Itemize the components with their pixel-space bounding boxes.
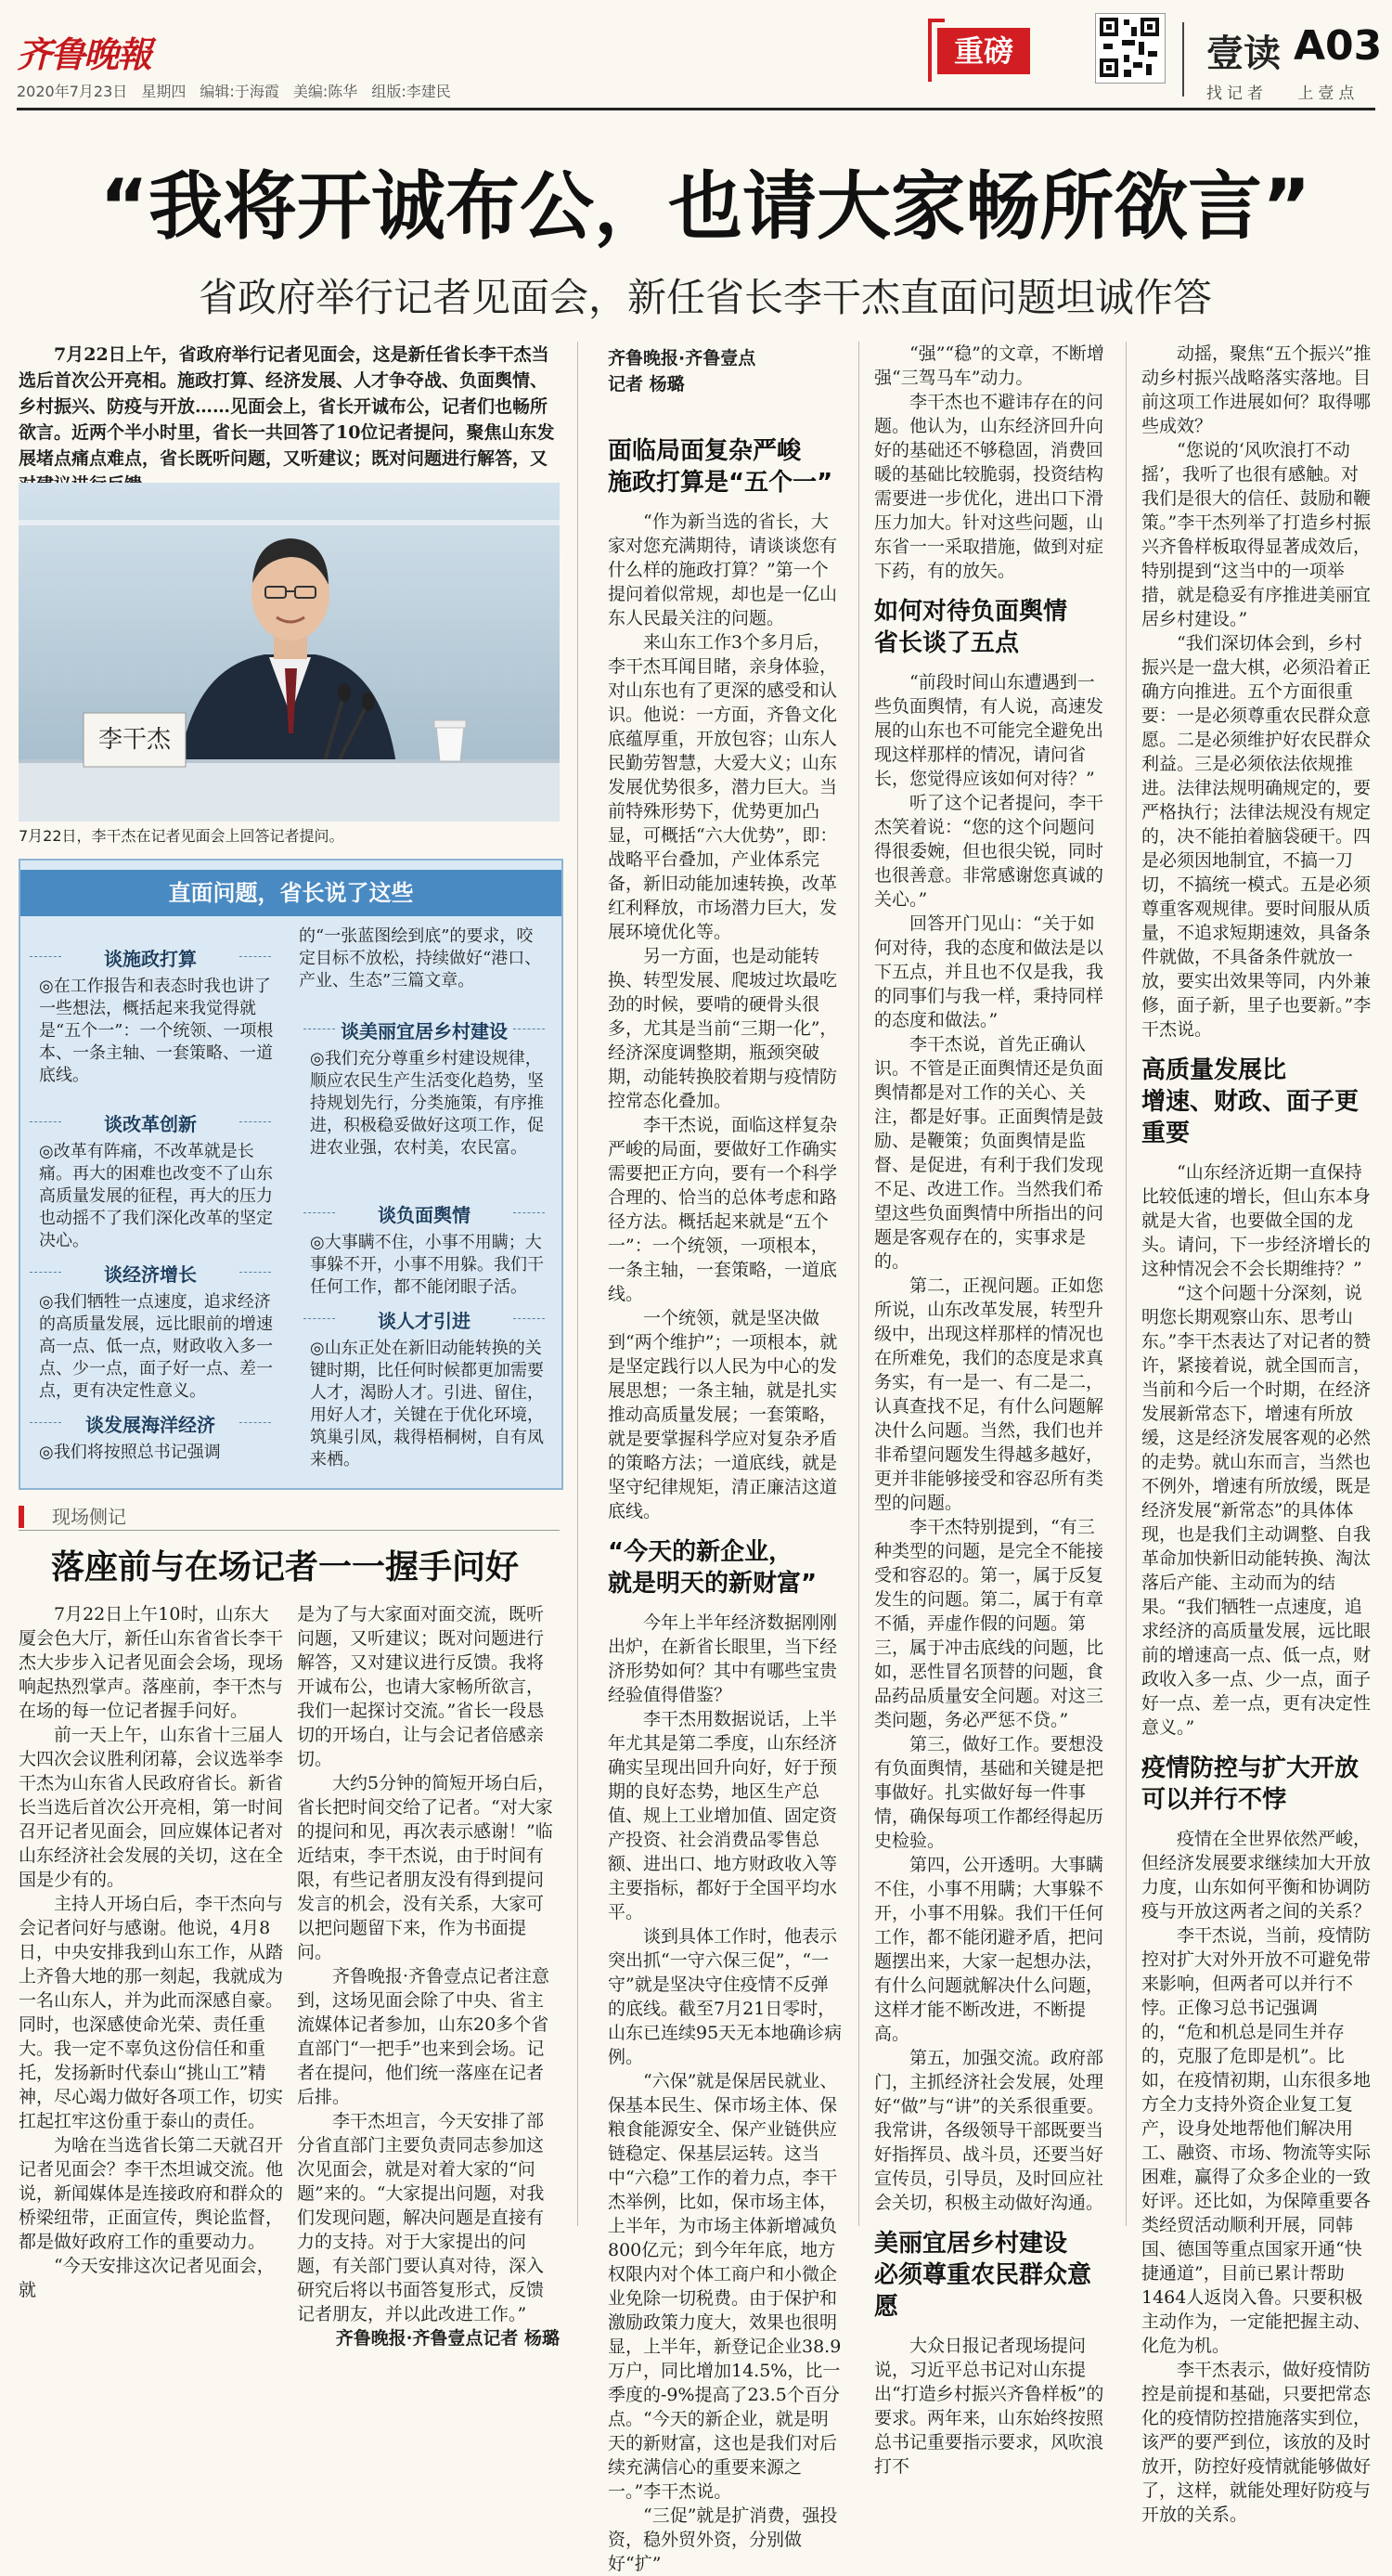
quote-text: ◎改革有阵痛，不改革就是长痛。再大的困难也改变不了山东高质量发展的征程，再大的压力也动摇不了我们深化改革的坚定决心。 [39, 1142, 273, 1250]
key-quotes-box [19, 859, 563, 1490]
paragraph: 今年上半年经济数据刚刚出炉，在新省长眼里，当下经济形势如何？其中有哪些宝贵经验值得借鉴？ [608, 1612, 838, 1705]
paragraph: 7月22日上午10时，山东大厦会色大厅，新任山东省省长李干杰大步步入记者见面会会场，现场响起热烈掌声。落座前，李干杰与在场的每一位记者握手问好。 [19, 1604, 284, 1721]
quote-text: ◎我们充分尊重乡村建设规律，顺应农民生产生活变化趋势，坚持规划先行，分类施策，有序推进，积极稳妥做好这项工作，促进农业强，农村美，农民富。 [310, 1049, 544, 1158]
paragraph: “三促”就是扩消费，强投资，稳外贸外资，分别做好“扩” [608, 2505, 838, 2574]
article-column-1 [608, 422, 845, 2574]
newspaper-logo: 齐鲁晚報 [17, 33, 151, 75]
speaker-illustration [19, 483, 560, 822]
article-column-3 [1141, 342, 1375, 2525]
paragraph: “您说的‘风吹浪打不动摇’，我听了也很有感触。对我们是很大的信任、鼓励和鞭策。”李干杰列举了打造乡村振兴齐鲁样板取得显著成效后，特别提到“这当中的一项举措，就是稳妥有序推进美丽宜居乡村建设。” [1141, 440, 1372, 629]
paragraph: 李干杰说，当前，疫情防控对扩大对外开放不可避免带来影响，但两者可以并行不悖。正像习总书记强调的，“危和机总是同生并存的，克服了危即是机”。比如，在疫情初期，山东很多地方全力支持外资企业复工复产，设身处地帮他们解决用工、融资、市场、物流等实际困难，赢得了众多企业的一致好评。还比如，为保障重要各类经贸活动顺利开展，同韩国、德国等重点国家开通“快捷通道”，目前已累计帮助1464人返岗入鲁。只要积极主动作为，一定能把握主动、化危为机。 [1141, 1925, 1372, 2356]
column-rule [577, 342, 578, 2226]
article-column-2 [874, 342, 1112, 2477]
paragraph: 大约5分钟的简短开场白后，省长把时间交给了记者。“对大家的提问和见，再次表示感谢！”临近结束，李干杰说，由于时间有限，有些记者朋友没有得到提问发言的机会，没有关系，大家可以把问题留下来，作为书面提问。 [297, 1773, 556, 1962]
paragraph: 第二，正视问题。正如您所说，山东改革发展，转型升级中，出现这样那样的情况也在所难免，我们的态度是求真务实，有一是一、有二是二，认真查找不足，有什么问题解决什么问题。当然，我们也并非希望问题发生得越多越好，更并非能够接受和容忍所有类型的问题。 [874, 1275, 1104, 1513]
paragraph: 前一天上午，山东省十三届人大四次会议胜利闭幕，会议选举李干杰为山东省人民政府省长。新省长当选后首次公开亮相，第一时间召开记者见面会，回应媒体记者对山东经济社会发展的关切，这在全国是少有的。 [19, 1725, 284, 1890]
paragraph: 谈到具体工作时，他表示突出抓“一守六保三促”，“一守”就是坚决守住疫情不反弹的底线。截至7月21日零时，山东已连续95天无本地确诊病例。 [608, 1926, 843, 2067]
paragraph: 李干杰表示，做好疫情防控是前提和基础，只要把常态化的疫情防控措施落实到位，该严的要严到位，该放的及时放开，防控好疫情就能够做好了，这样，就能处理好防疫与开放的关系。 [1141, 2360, 1372, 2525]
scene-label-bar [19, 1502, 560, 1531]
paragraph: 李干杰说，首先正确认识。不管是正面舆情还是负面舆情都是对工作的关心、关注，都是好事。正面舆情是鼓励、是鞭策；负面舆情是监督、是促进，有利于我们发现不足、改进工作。当然我们希望这些负面舆情中所指出的问题是客观存在的，实事求是的。 [874, 1034, 1104, 1272]
paragraph: 李干杰坦言，今天安排了部分省直部门主要负责同志参加这次见面会，就是对着大家的“问题”来的。“大家提出问题，对我们发现问题，解决问题是直接有力的支持。对于大家提出的问题，有关部门要认真对待，深入研究后将以书面答复形式，反馈记者朋友，并以此改进工作。” [297, 2111, 545, 2324]
section-badge [928, 19, 1039, 78]
scene-column-1 [19, 1602, 284, 2300]
paragraph: 大众日报记者现场提问说，习近平总书记对山东提出“打造乡村振兴齐鲁样板”的要求。两年来，山东始终按照总书记重要指示要求，风吹浪打不 [874, 2336, 1104, 2477]
paragraph: “这个问题十分深刻，说明您长期观察山东、思考山东。”李干杰表达了对记者的赞许，紧接着说，就全国而言，当前和今后一个时期，在经济发展新常态下，增速有所放缓，这是经济发展客观的必然的走势。就山东而言，当然也不例外，增速有所放缓，既是经济发展“新常态”的具体体现，也是我们主动调整、自我革命加快新旧动能转换、淘汰落后产能、主动而为的结果。“我们牺牲一点速度，追求经济的高质量发展，远比眼前的增速高一点、低一点，财政收入多一点、少一点，面子好一点、差一点，更有决定性意义。” [1141, 1283, 1372, 1738]
subheadline: 省政府举行记者见面会，新任省长李干杰直面问题坦诚作答 [198, 275, 1212, 320]
quote-text: ◎在工作报告和表态时我也讲了一些想法，概括起来我觉得就是“五个一”：一个统领、一项根本、一条主轴、一套策略、一道底线。 [39, 977, 274, 1085]
paragraph: 是为了与大家面对面交流，既听问题，又听建议；既对问题进行解答，又对建议进行反馈。我将开诚布公，也请大家畅所欲言，我们一起探讨交流。”省长一段恳切的开场白，让与会记者倍感亲切。 [297, 1604, 545, 1769]
paragraph: 李干杰也不避讳存在的问题。他认为，山东经济回升向好的基础还不够稳固，消费回暖的基础比较脆弱，投资结构需要进一步优化，进出口下滑压力加大。针对这些问题，山东省一一采取措施，做到对症下药，有的放矢。 [874, 392, 1104, 581]
byline: 齐鲁晚报·齐鲁壹点 记者 杨璐 [608, 348, 756, 395]
scene-label: 现场侧记 [19, 1506, 126, 1528]
quote-text: ◎我们将按照总书记强调 [39, 1443, 221, 1462]
paragraph: 一个统领，就是坚决做到“两个维护”；一项根本，就是坚定践行以人民为中心的发展思想；一条主轴，就是扎实推动高质量发展；一套策略，就是要掌握科学应对复杂矛盾的策略方法；一道底线，就是坚守纪律规矩，清正廉洁这道底线。 [608, 1308, 838, 1521]
paragraph: 为啥在当选省长第二天就召开记者见面会？李干杰坦诚交流。他说，新闻媒体是连接政府和群众的桥梁纽带，正面宣传，舆论监督，都是做好政府工作的重要动力。 [19, 2135, 284, 2252]
paragraph: “前段时间山东遭遇到一些负面舆情，有人说，高速发展的山东也不可能完全避免出现这样那样的情况，请问省长，您觉得应该如何对待？” [874, 672, 1104, 789]
quote-heading: 谈施政打算 [30, 944, 271, 971]
paragraph: “今天安排这次记者见面会，就 [19, 2256, 275, 2300]
quote-heading: 谈负面舆情 [303, 1200, 545, 1227]
paragraph: 李干杰说，面临这样复杂严峻的局面，要做好工作确实需要把正方向，要有一个科学合理的、恰当的总体考虑和路径方法。概括起来就是“五个一”：一个统领，一项根本，一条主轴，一套策略，一道底线。 [608, 1115, 838, 1304]
paragraph: 第三，做好工作。要想没有负面舆情，基础和关键是把事做好。扎实做好每一件事情，确保每项工作都经得起历史检验。 [874, 1734, 1104, 1851]
paragraph: 回答开门见山：“关于如何对待，我的态度和做法是以下五点，并且也不仅是我，我的同事们与我一样，秉持同样的态度和做法。” [874, 913, 1104, 1030]
quote-text: ◎山东正处在新旧动能转换的关键时期，比任何时候都更加需要人才，渴盼人才。引进、留住，用好人才，关键在于优化环境，筑巢引凤，栽得梧桐树，自有凤来栖。 [310, 1339, 544, 1469]
section-name: 壹读 [1206, 32, 1281, 75]
qr-code-icon [1095, 13, 1166, 84]
quote-heading: 谈发展海洋经济 [30, 1410, 271, 1437]
section-subtitle: 面临局面复杂严峻 施政打算是“五个一” [608, 437, 833, 497]
section-subtitle: 疫情防控与扩大开放 可以并行不悖 [1141, 1754, 1360, 1814]
section-subtitle: “今天的新企业， 就是明天的新财富” [608, 1538, 818, 1598]
quote-heading: 谈改革创新 [30, 1109, 271, 1136]
quote-heading: 谈美丽宜居乡村建设 [303, 1016, 545, 1043]
scene-byline: 齐鲁晚报·齐鲁壹点记者 杨璐 [335, 2328, 560, 2349]
paragraph: “作为新当选的省长，大家对您充满期待，请谈谈您有什么样的施政打算？”第一个提问着似常规，却也是一亿山东人民最关注的问题。 [608, 511, 838, 628]
column-rule [1126, 342, 1127, 2226]
paragraph: 第四，公开透明。大事瞒不住，小事不用瞒；大事躲不开，小事不用躲。我们干任何工作，都不能闭避矛盾，把问题摆出来，大家一起想办法，有什么问题就解决什么问题，这样才能不断改进，不断提高。 [874, 1855, 1104, 2044]
paragraph: 另一方面，也是动能转换、转型发展、爬坡过坎最吃劲的时候，要啃的硬骨头很多，尤其是当前“三期一化”，经济深度调整期，瓶颈突破期，动能转换胶着期与疫情防控常态化叠加。 [608, 946, 838, 1111]
scene-title: 落座前与在场记者一一握手问好 [51, 1548, 520, 1586]
section-subtitle: 高质量发展比 增速、财政、面子更重要 [1141, 1056, 1360, 1147]
section-subtitle: 美丽宜居乡村建设 必须尊重农民群众意愿 [874, 2230, 1092, 2321]
lead-paragraph: 7月22日上午，省政府举行记者见面会，这是新任省长李干杰当选后首次公开亮相。施政打算、经济发展、人才争夺战、负面舆情、乡村振兴、防疫与开放……见面会上，省长开诚布公，记者们也畅所欲言。近两个半小时里，省长一共回答了10位记者提问，聚焦山东发展堵点痛点难点，省长既听问题，又听建议；既对问题进行解答，又 [19, 344, 555, 469]
paragraph: 第五，加强交流。政府部门，主抓经济社会发展，处理好“做”与“讲”的关系很重要。我常讲，各级领导干部既要当好指挥员、战斗员，还要当好宣传员，引导员，及时回应社会关切，积极主动做好沟通。 [874, 2048, 1104, 2213]
badge-label: 重磅 [937, 28, 1030, 74]
paragraph: 来山东工作3个多月后，李干杰耳闻目睹，亲身体验，对山东也有了更深的感受和认识。他说：一方面，齐鲁文化底蕴厚重，开放包容；山东人民勤劳智慧，大爱大义；山东发展优势很多，潜力巨大。当前特殊形势下，优势更加凸显，可概括“六大优势”，即：战略平台叠加，产业体系完备，新旧动能加速转换，改革红利释放，市场潜力巨大，发展环境优化等。 [608, 632, 838, 942]
column-rule [858, 342, 859, 2226]
paragraph: 听了这个记者提问，李干杰笑着说：“您的这个问题问得很委婉，但也很尖锐，同时也很善意。非常感谢您真诚的关心。” [874, 793, 1104, 910]
quote-heading: 谈经济增长 [30, 1260, 271, 1287]
quote-text: ◎大事瞒不住，小事不用瞒；大事躲不开，小事不用躲。我们干任何工作，都不能闭眼子活。 [310, 1233, 544, 1297]
key-quotes-title: 直面问题，省长说了这些 [20, 870, 561, 916]
paragraph: 李干杰用数据说话，上半年尤其是第二季度，山东经济确实呈现出回升向好，好于预期的良好态势，地区生产总值、规上工业增加值、固定资产投资、社会消费品零售总额、进出口、地方财政收入等主要指标，都好于全国平均水平。 [608, 1709, 838, 1922]
dateline: 2020年7月23日 星期四 编辑:于海霞 美编:陈华 组版:李建民 [17, 83, 451, 100]
page-number: A03 [1294, 22, 1383, 70]
quote-text: ◎我们牺牲一点速度，追求经济的高质量发展，远比眼前的增速高一点、低一点，财政收入多一点、少一点，面子好一点、差一点，更有决定性意义。 [39, 1292, 273, 1401]
paragraph: 疫情在全世界依然严峻，但经济发展要求继续加大开放力度，山东如何平衡和协调防疫与开放这两者之间的关系？ [1141, 1829, 1372, 1922]
paragraph: 主持人开场白后，李干杰向与会记者问好与感谢。他说，4月8日，中央安排我到山东工作，从踏上齐鲁大地的那一刻起，我就成为一名山东人，并为此而深感自豪。同时，也深感使命光荣、责任重大。我一定不辜负这份信任和重托，发扬新时代泰山“挑山工”精神，尽心竭力做好各项工作，切实扛起扛牢这份重于泰山的责任。 [19, 1894, 284, 2131]
slogan: 找记者 上壹点 [1206, 84, 1360, 103]
section-subtitle: 如何对待负面舆情 省长谈了五点 [874, 598, 1068, 657]
photo-caption: 7月22日，李干杰在记者见面会上回答记者提问。 [19, 827, 344, 845]
paragraph: “六保”就是保居民就业、保基本民生、保市场主体、保粮食能源安全、保产业链供应链稳定、保基层运转。这当中“六稳”工作的着力点，李干杰举例，比如，保市场主体，上半年，为市场主体新增减负800亿元；到今年年底，地方权限内对个体工商户和小微企业免除一切税费。由于保护和激励政策力度大，效果也很明显，上半年，新登记企业38.9万户，同比增加14.5%，比一季度的-9%提高了23.5个百分点。“今天的新企业，就是明天的新财富，这也是我们对后续充满信心的重要来源之一。”李干杰说。 [608, 2071, 842, 2502]
paragraph: 李干杰特别提到，“有三种类型的问题，是完全不能接受和容忍的。第一，属于反复发生的问题。第二，属于有章不循，弄虚作假的问题。第三，属于冲击底线的问题，比如，恶性冒名顶替的问题，食品药品质量安全问题。对这三类问题，务必严惩不贷。” [874, 1517, 1104, 1730]
news-photo [19, 483, 560, 822]
nameplate-text: 李干杰 [97, 726, 172, 754]
headline: “我将开诚布公，也请大家畅所欲言” [99, 163, 1311, 250]
masthead-divider [1182, 22, 1184, 97]
paragraph: 齐鲁晚报·齐鲁壹点记者注意到，这场见面会除了中央、省主流媒体记者参加，山东20多个省直部门“一把手”也来到会场。记者在提问，他们统一落座在记者后排。 [297, 1966, 550, 2107]
paragraph: “强”“稳”的文章，不断增强“三驾马车”动力。 [874, 343, 1104, 388]
paragraph: “山东经济近期一直保持比较低速的增长，但山东本身就是大省，也要做全国的龙头。请问，下一步经济增长的这种情况会不会长期维持？” [1141, 1162, 1372, 1279]
paragraph: “我们深切体会到，乡村振兴是一盘大棋，必须沿着正确方向推进。五个方面很重要：一是必须尊重农民群众意愿。二是必须维护好农民群众利益。三是必须依法依规推进。法律法规明确规定的，要严格执行；法律法规没有规定的，决不能拍着脑袋硬干。四是必须因地制宜，不搞一刀切，不搞统一模式。五是必须尊重客观规律。要时间服从质量，不追求短期速效，具备条件就做，不具备条件就放一放，要实出效果等同，内外兼修，面子新，里子也要新。”李干杰说。 [1141, 633, 1372, 1040]
paragraph: 动摇，聚焦“五个振兴”推动乡村振兴战略落实落地。目前这项工作进展如何？取得哪些成效？ [1141, 343, 1372, 436]
quote-text: 的“一张蓝图绘到底”的要求，咬定目标不放松，持续做好“港口、产业、生态”三篇文章。 [299, 926, 542, 990]
quote-heading: 谈人才引进 [303, 1306, 545, 1333]
masthead-rule [17, 108, 1375, 110]
scene-column-2 [297, 1602, 560, 2349]
